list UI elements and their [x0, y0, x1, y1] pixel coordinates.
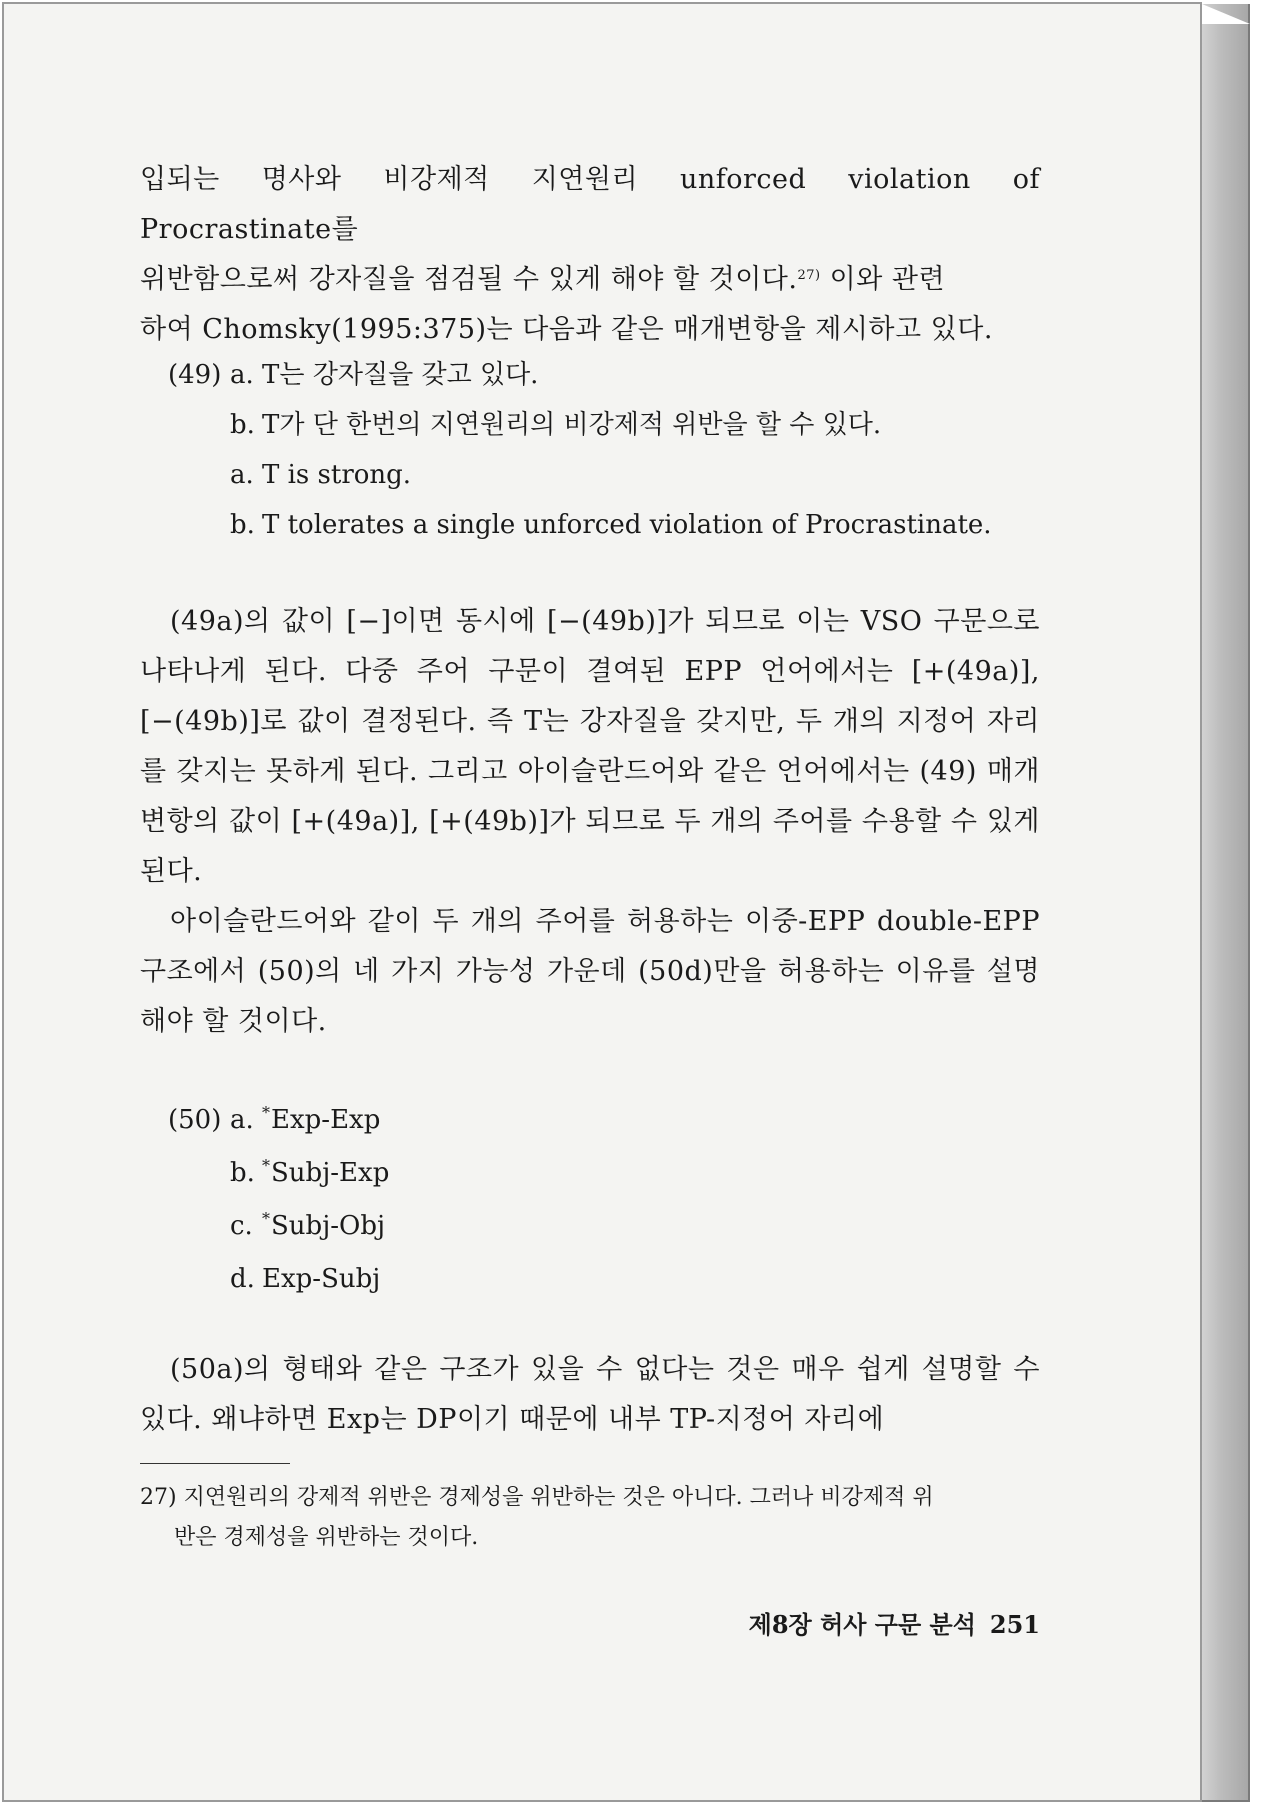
- example-text: *Subj-Exp: [262, 1156, 390, 1188]
- example-50-row-c: [168, 1201, 389, 1254]
- footnote: [140, 1478, 1040, 1558]
- footnote-reference: 27): [797, 268, 821, 283]
- example-label: b.: [230, 1158, 255, 1188]
- example-50: [168, 1095, 389, 1304]
- example-text: T는 강자질을 갖고 있다.: [262, 360, 539, 390]
- closing-paragraph: [140, 1345, 1040, 1445]
- example-label: a.: [230, 360, 254, 390]
- example-label: d.: [230, 1264, 255, 1294]
- page-number: 251: [989, 1610, 1040, 1639]
- example-49-row-b-en: [168, 500, 992, 550]
- intro-line-2-tail: 이와 관련: [820, 264, 946, 295]
- book-page-edge: [1202, 4, 1250, 1802]
- footnote-divider: [140, 1463, 290, 1464]
- example-text: *Exp-Exp: [262, 1103, 381, 1135]
- intro-line-1: 입되는 명사와 비강제적 지연원리 unforced violation of Procrastinate를: [140, 164, 1040, 245]
- intro-line-2-text: 위반함으로써 강자질을 점검될 수 있게 해야 할 것이다.: [140, 264, 798, 295]
- example-label: c.: [230, 1211, 253, 1241]
- body-paragraphs: [140, 597, 1040, 1047]
- example-label: b.: [230, 510, 255, 540]
- closing-paragraph-text: (50a)의 형태와 같은 구조가 있을 수 없다는 것은 매우 쉽게 설명할 수 있다. 왜냐하면 Exp는 DP이기 때문에 내부 TP-지정어 자리에: [140, 1354, 1040, 1435]
- example-49-row-a-en: [168, 450, 992, 500]
- footnote-line-1: 27) 지연원리의 강제적 위반은 경제성을 위반하는 것은 아니다. 그러나 비강제적 위: [140, 1485, 934, 1510]
- example-50-row-a: [168, 1095, 389, 1148]
- intro-paragraph: [140, 155, 1040, 355]
- example-50-row-d: [168, 1254, 389, 1304]
- example-label: a.: [230, 460, 254, 490]
- intro-line-3: 하여 Chomsky(1995:375)는 다음과 같은 매개변항을 제시하고 있다.: [140, 314, 993, 345]
- body-paragraph-1: (49a)의 값이 [−]이면 동시에 [−(49b)]가 되므로 이는 VSO 구문으로 나타나게 된다. 다중 주어 구문이 결여된 EPP 언어에서는 [+(49a)], [−(49b)]로 값이 결정된다. 즉 T는 강자질을 갖지만, 두 개의 지정어 자리를 갖지는 못하게 된다. 그리고 아이슬란드어와 같은 언어에서는 (49) 매개변항의 값이 [+(49a)], [+(49b)]가 되므로 두 개의 주어를 수용할 수 있게 된다.: [140, 606, 1040, 887]
- example-text: T tolerates a single unforced violation of Procrastinate.: [262, 510, 992, 540]
- chapter-title: 제8장 허사 구문 분석: [748, 1610, 976, 1639]
- example-text: T가 단 한번의 지연원리의 비강제적 위반을 할 수 있다.: [262, 410, 882, 440]
- example-number: (50): [168, 1105, 222, 1135]
- example-49: [168, 350, 992, 550]
- footnote-line-2: 반은 경제성을 위반하는 것이다.: [174, 1525, 479, 1550]
- example-label: a.: [230, 1105, 254, 1135]
- body-paragraph-2: 아이슬란드어와 같이 두 개의 주어를 허용하는 이중-EPP double-EPP구조에서 (50)의 네 가지 가능성 가운데 (50d)만을 허용하는 이유를 설명해야 할 것이다.: [140, 906, 1040, 1037]
- ungrammatical-star: *: [262, 1209, 270, 1228]
- intro-line-2: [140, 255, 1040, 305]
- example-text: T is strong.: [262, 460, 412, 490]
- example-50-row-b: [168, 1148, 389, 1201]
- ungrammatical-star: *: [262, 1156, 270, 1175]
- example-text: *Subj-Obj: [262, 1209, 386, 1241]
- example-label: b.: [230, 410, 255, 440]
- running-footer: [749, 1605, 1040, 1640]
- example-number: (49): [168, 360, 222, 390]
- ungrammatical-star: *: [262, 1103, 270, 1122]
- example-49-row-a: [168, 350, 992, 400]
- example-49-row-b: [168, 400, 992, 450]
- example-text: Exp-Subj: [262, 1264, 381, 1294]
